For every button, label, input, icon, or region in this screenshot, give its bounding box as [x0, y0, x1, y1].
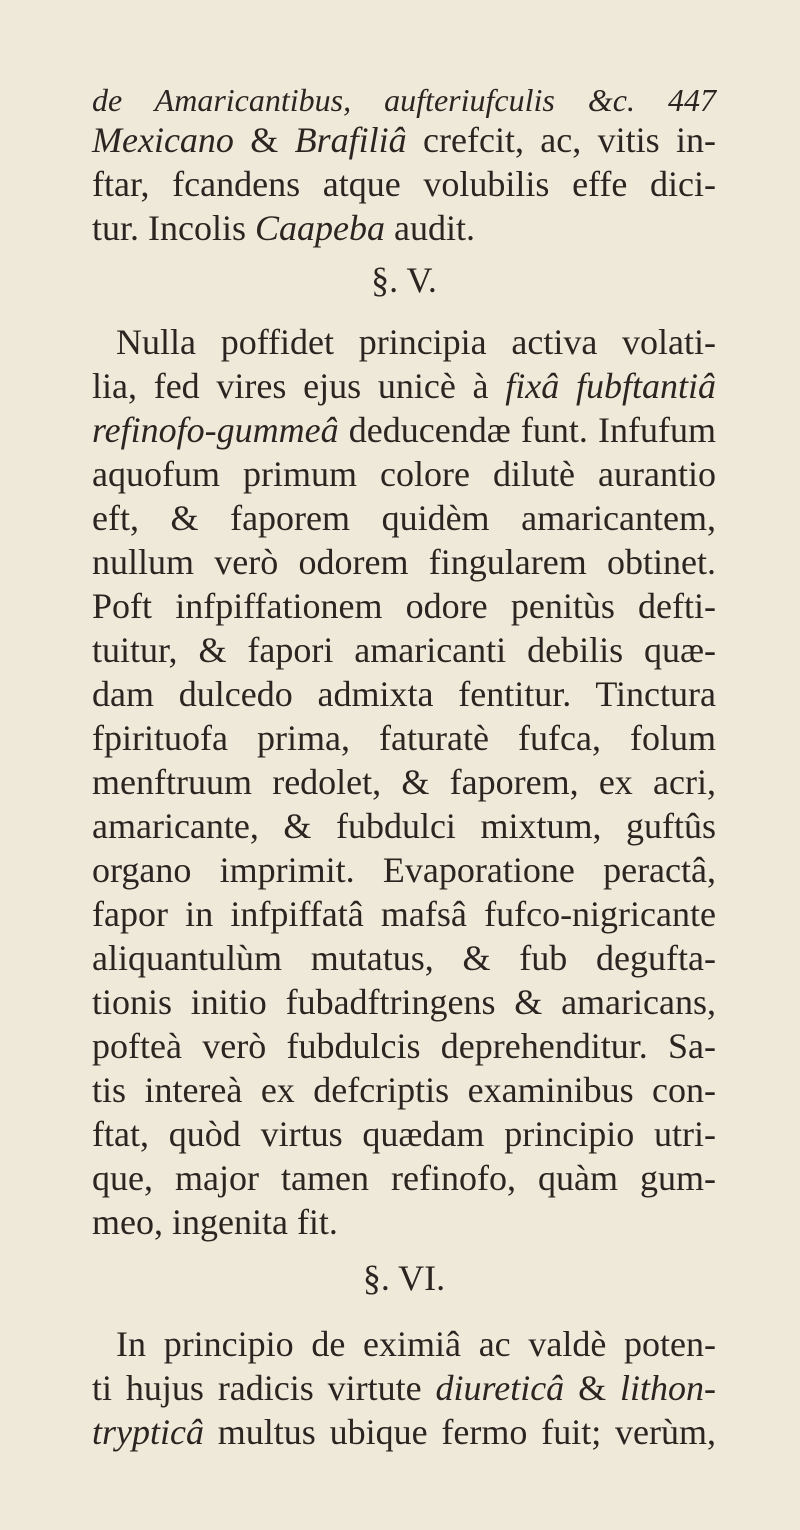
text-line: tuitur, & fapori amaricanti debilis quæ-: [92, 630, 716, 670]
section-heading: §. VI.: [362, 1258, 446, 1298]
text-line: nullum verò odorem fingularem obtinet.: [92, 542, 716, 582]
text-line: Mexicano & Brafiliâ crefcit, ac, vitis in-: [92, 120, 716, 160]
text-line: fapor in infpiffatâ mafsâ fufco-nigricante: [92, 894, 716, 934]
section-heading: §. V.: [371, 260, 437, 300]
text-line: pofteà verò fubdulcis deprehenditur. Sa-: [92, 1026, 716, 1066]
text-line: ti hujus radicis virtute diureticâ & lithon-: [92, 1368, 716, 1408]
text-line: Nulla poffidet principia activa volati-: [116, 322, 716, 362]
text-line: refinofo-gummeâ deducendæ funt. Infufum: [92, 410, 716, 450]
text-line: menftruum redolet, & faporem, ex acri,: [92, 762, 716, 802]
text-line: tis intereà ex defcriptis examinibus con-: [92, 1070, 716, 1110]
text-line: tur. Incolis Caapeba audit.: [92, 208, 475, 248]
text-line: dam dulcedo admixta fentitur. Tinctura: [92, 674, 716, 714]
text-line: lia, fed vires ejus unicè à fixâ fubftantiâ: [92, 366, 716, 406]
text-line: In principio de eximiâ ac valdè poten-: [116, 1324, 716, 1364]
text-line: ftat, quòd virtus quædam principio utri-: [92, 1114, 716, 1154]
text-line: eft, & faporem quidèm amaricantem,: [92, 498, 716, 538]
text-line: organo imprimit. Evaporatione peractâ,: [92, 850, 716, 890]
text-line: amaricante, & fubdulci mixtum, guftûs: [92, 806, 716, 846]
text-line: aliquantulùm mutatus, & fub degufta-: [92, 938, 716, 978]
text-line: ftar, fcandens atque volubilis effe dici-: [92, 164, 716, 204]
text-line: meo, ingenita fit.: [92, 1202, 338, 1242]
text-line: Poft infpiffationem odore penitùs defti-: [92, 586, 716, 626]
text-line: fpirituofa prima, faturatè fufca, folum: [92, 718, 716, 758]
running-header: de Amaricantibus, aufteriufculis &c. 447: [92, 82, 716, 118]
text-line: que, major tamen refinofo, quàm gum-: [92, 1158, 716, 1198]
text-line: aquofum primum colore dilutè aurantio: [92, 454, 716, 494]
text-line: tionis initio fubadftringens & amaricans,: [92, 982, 716, 1022]
text-line: trypticâ multus ubique fermo fuit; verùm,: [92, 1412, 716, 1452]
